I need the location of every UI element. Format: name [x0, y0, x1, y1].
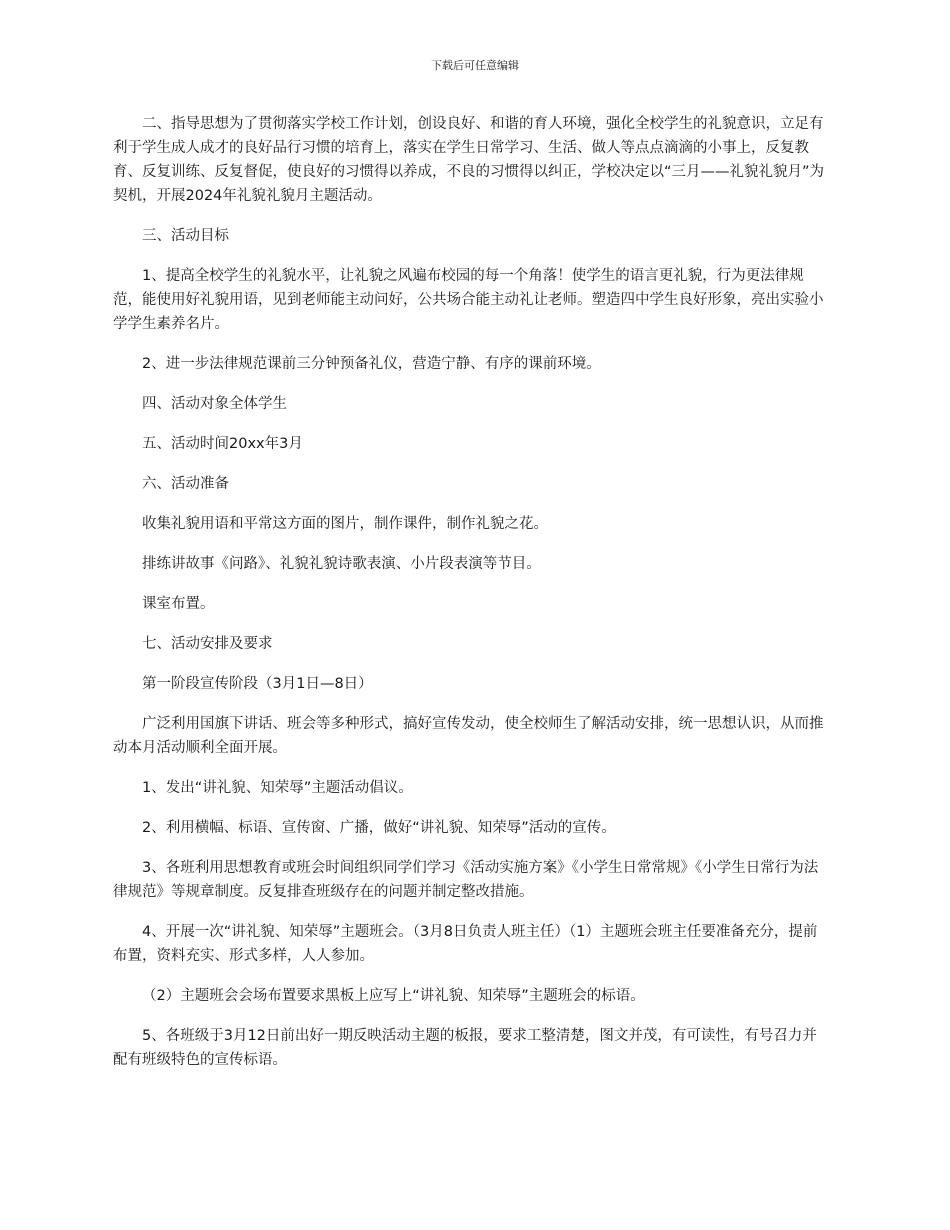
paragraph: 1、提高全校学生的礼貌水平，让礼貌之风遍布校园的每一个角落！使学生的语言更礼貌，行为更法律规范，能使用好礼貌用语，见到老师能主动问好，公共场合能主动礼让老师。塑造四中学生良好形象，亮出实验小学学生素养名片。: [113, 268, 824, 332]
paragraph: 第一阶段宣传阶段（3月1日—8日）: [142, 676, 373, 692]
paragraph: 广泛利用国旗下讲话、班会等多种形式，搞好宣传发动，使全校师生了解活动安排，统一思想认识，从而推动本月活动顺利全面开展。: [113, 716, 824, 756]
paragraph: 排练讲故事《问路》、礼貌礼貌诗歌表演、小片段表演等节目。: [142, 556, 541, 572]
paragraph: 1、发出“讲礼貌、知荣辱”主题活动倡议。: [142, 780, 413, 796]
document-body: [113, 112, 831, 1088]
paragraph: 二、指导思想为了贯彻落实学校工作计划，创设良好、和谐的育人环境，强化全校学生的礼貌意识，立足有利于学生成人成才的良好品行习惯的培育上，落实在学生日常学习、生活、做人等点点滴滴的小事上，反复教育、反复训练、反复督促，使良好的习惯得以养成，不良的习惯得以纠正，学校决定以“三月——礼貌礼貌月”为契机，开展2024年礼貌礼貌月主题活动。: [113, 116, 825, 204]
paragraph: 2、利用横幅、标语、宣传窗、广播，做好“讲礼貌、知荣辱”活动的宣传。: [142, 820, 616, 836]
section-heading: 五、活动时间20xx年3月: [142, 436, 303, 452]
section-heading: 七、活动安排及要求: [142, 636, 273, 652]
paragraph: 3、各班利用思想教育或班会时间组织同学们学习《活动实施方案》《小学生日常常规》《小学生日常行为法律规范》等规章制度。反复排查班级存在的问题并制定整改措施。: [113, 860, 819, 900]
page-header: 下载后可任意编辑: [431, 59, 519, 72]
paragraph: 课室布置。: [142, 596, 215, 612]
paragraph: 4、开展一次“讲礼貌、知荣辱”主题班会。（3月8日负责人班主任）（1）主题班会班主任要准备充分，提前布置，资料充实、形式多样，人人参加。: [113, 924, 818, 964]
paragraph: 2、进一步法律规范课前三分钟预备礼仪，营造宁静、有序的课前环境。: [142, 356, 601, 372]
paragraph: 收集礼貌用语和平常这方面的图片，制作课件，制作礼貌之花。: [142, 516, 548, 532]
paragraph: （2）主题班会会场布置要求黑板上应写上“讲礼貌、知荣辱”主题班会的标语。: [142, 988, 645, 1004]
section-heading: 四、活动对象全体学生: [142, 396, 287, 412]
paragraph: 5、各班级于3月12日前出好一期反映活动主题的板报，要求工整清楚，图文并茂，有可读性，有号召力并配有班级特色的宣传标语。: [113, 1028, 817, 1068]
section-heading: 三、活动目标: [142, 228, 229, 244]
section-heading: 六、活动准备: [142, 476, 229, 492]
